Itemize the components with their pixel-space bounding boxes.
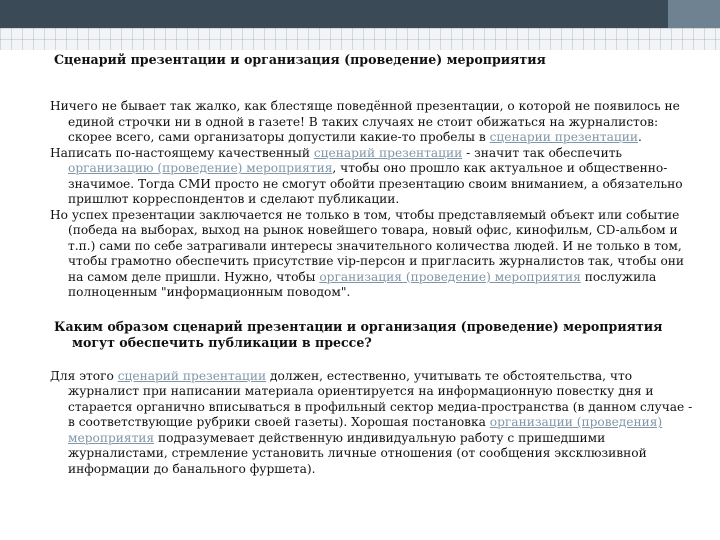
- paragraph-text: .: [637, 130, 642, 144]
- paragraph-text: Но успех презентации заключается не только в том, чтобы представляемый объект или событие (победа на выборах, выход на рынок новейшего товара, новый офис, кинофильм, CD-альбом и т.п.) сами по себе затрагивали интересы значительного количества людей. И не только в том, чтобы грамотно обеспечить присутствие vip-персон и пригласить журналистов так, чтобы они на самом деле пришли. Нужно, чтобы: [50, 207, 685, 284]
- paragraph-text: - значит так обеспечить: [462, 145, 623, 160]
- link-scenario-presentation[interactable]: сценарий презентации: [117, 368, 267, 383]
- paragraph-text: должен, естественно, учитывать те обстоятельства, что журналист при написании материала ориентируется на информационную повестку дня и старается органично вписываться в профильный сектор медиа-пространства (в данном случае - в соответствующие рубрики своей газеты). Хорошая постановка: [68, 368, 693, 429]
- paragraph-text: Для этого: [50, 368, 118, 383]
- link-event-organization[interactable]: организацию (проведение) мероприятия: [68, 161, 333, 175]
- paragraph-text: послужила полноценным "информационным поводом".: [68, 269, 657, 299]
- paragraph-text: , чтобы оно прошло как актуальное и общественно-значимое. Тогда СМИ просто не смогут обойти презентацию своим вниманием, а обязательно пришлют корреспондентов и сделают публикации.: [68, 161, 683, 206]
- link-scenario-presentation[interactable]: сценарии презентации: [489, 130, 638, 144]
- grid-pattern-band: [0, 28, 720, 50]
- page-title: Сценарий презентации и организация (проведение) мероприятия: [54, 52, 546, 67]
- header-accent: [668, 0, 720, 28]
- paragraph-1: [50, 99, 698, 146]
- section-question: Каким образом сценарий презентации и организация (проведение) мероприятия могут обеспечить публикации в прессе?: [54, 318, 663, 350]
- link-event-organization[interactable]: организации (проведения) мероприятия: [68, 415, 663, 445]
- paragraph-2: [50, 146, 698, 208]
- paragraph-4: [50, 369, 698, 478]
- paragraph-text: подразумевает действенную индивидуальную работу с пришедшими журналистами, стремление установить личные отношения (от сообщения эксклюзивной информации до банального фуршета).: [68, 430, 647, 476]
- slide-content: [50, 52, 698, 477]
- paragraph-3: [50, 208, 698, 301]
- link-event-organization[interactable]: организация (проведение) мероприятия: [319, 269, 581, 284]
- link-scenario-presentation[interactable]: сценарий презентации: [313, 145, 463, 160]
- paragraph-text: Написать по-настоящему качественный: [50, 145, 314, 160]
- paragraph-text: Ничего не бывает так жалко, как блестяще поведённой презентации, о которой не появилось не единой строчки ни в одной в газете! В таких случаях не стоит обижаться на журналистов: скорее всего, сами организаторы допустили какие-то пробелы в: [50, 99, 680, 144]
- header-bar: [0, 0, 720, 28]
